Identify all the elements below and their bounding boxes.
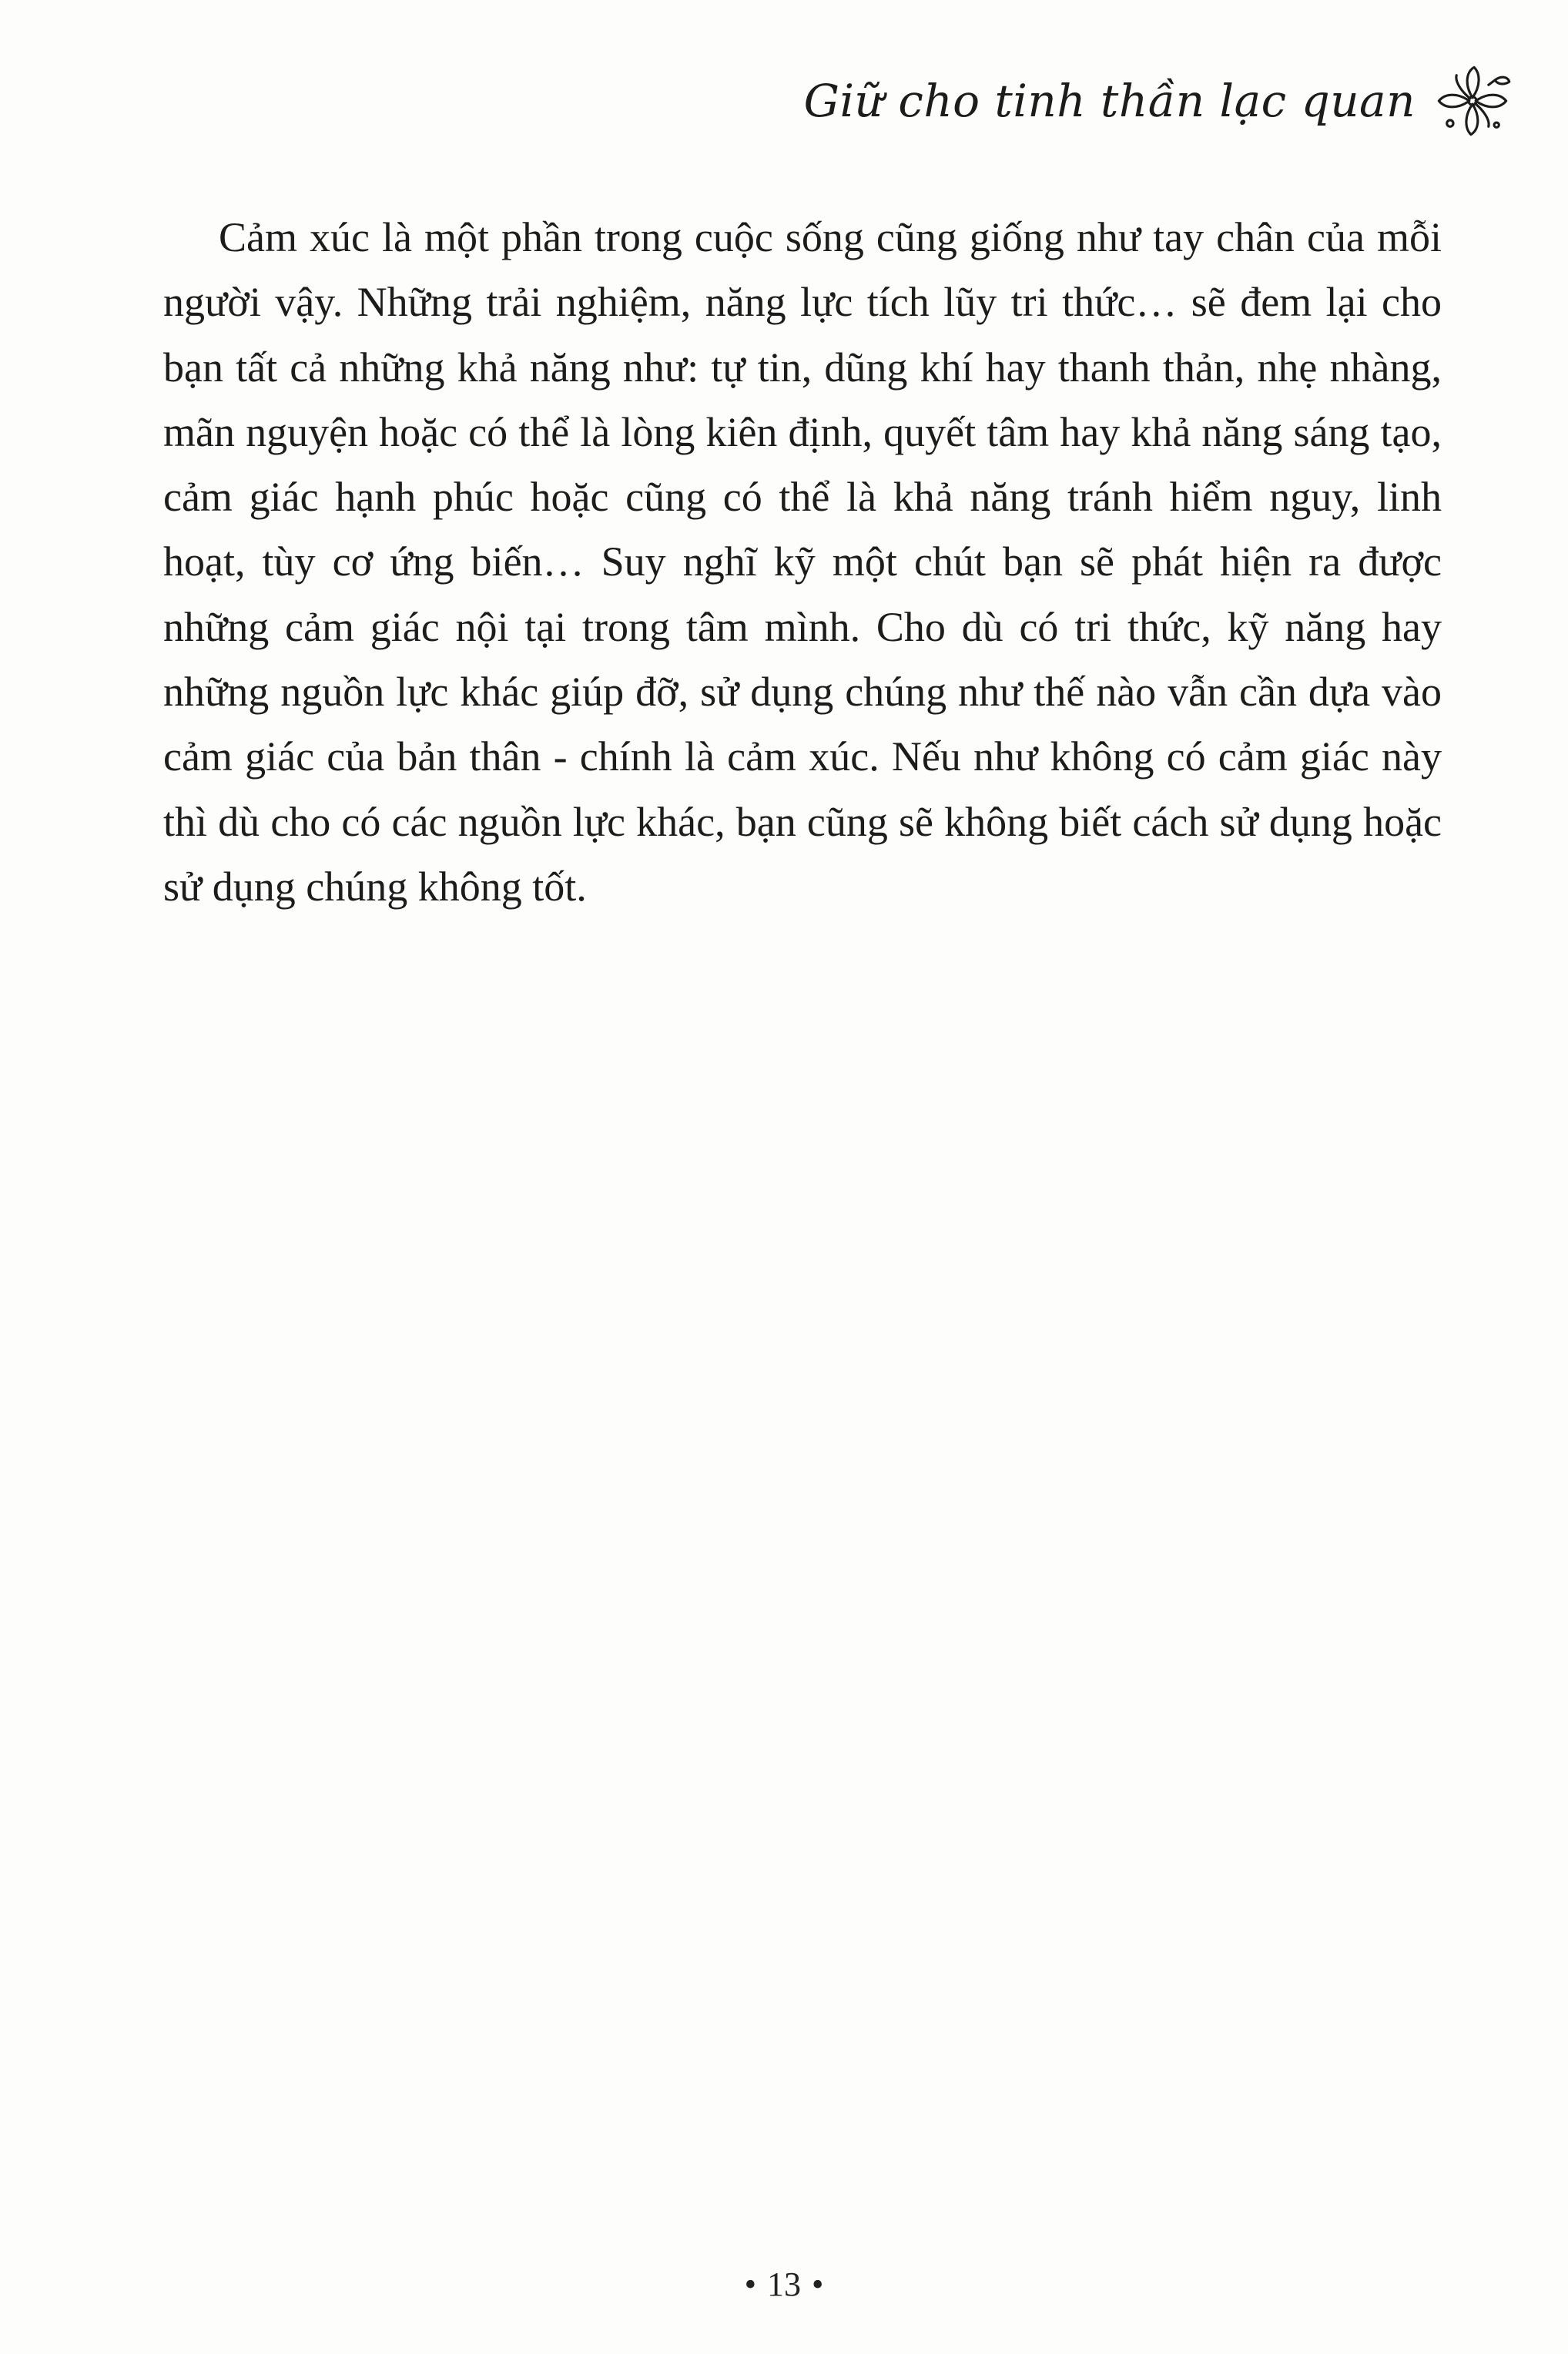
body-paragraph: Cảm xúc là một phần trong cuộc sống cũng giống như tay chân của mỗi người vậy. Những trải nghiệm, năng lực tích lũy tri thức… sẽ đem lại cho bạn tất cả những khả năng như: tự tin, dũng khí hay thanh thản, nhẹ nhàng, mãn nguyện hoặc có thể là lòng kiên định, quyết tâm hay khả năng sáng tạo, cảm giác hạnh phúc hoặc cũng có thể là khả năng tránh hiểm nguy, linh hoạt, tùy cơ ứng biến… Suy nghĩ kỹ một chút bạn sẽ phát hiện ra được những cảm giác nội tại trong tâm mình. Cho dù có tri thức, kỹ năng hay những nguồn lực khác giúp đỡ, sử dụng chúng như thế nào vẫn cần dựa vào cảm giác của bản thân - chính là cảm xúc. Nếu như không có cảm giác này thì dù cho có các nguồn lực khác, bạn cũng sẽ không biết cách sử dụng hoặc sử dụng chúng không tốt.	[163, 214, 1442, 910]
page-number	[0, 2265, 1568, 2304]
running-title: Giữ cho tinh thần lạc quan	[803, 75, 1416, 127]
bullet-left-icon: •	[744, 2265, 756, 2303]
flower-icon	[1432, 61, 1513, 141]
page-header	[804, 59, 1513, 143]
bullet-right-icon: •	[812, 2265, 824, 2303]
page-number-value: 13	[767, 2265, 801, 2303]
